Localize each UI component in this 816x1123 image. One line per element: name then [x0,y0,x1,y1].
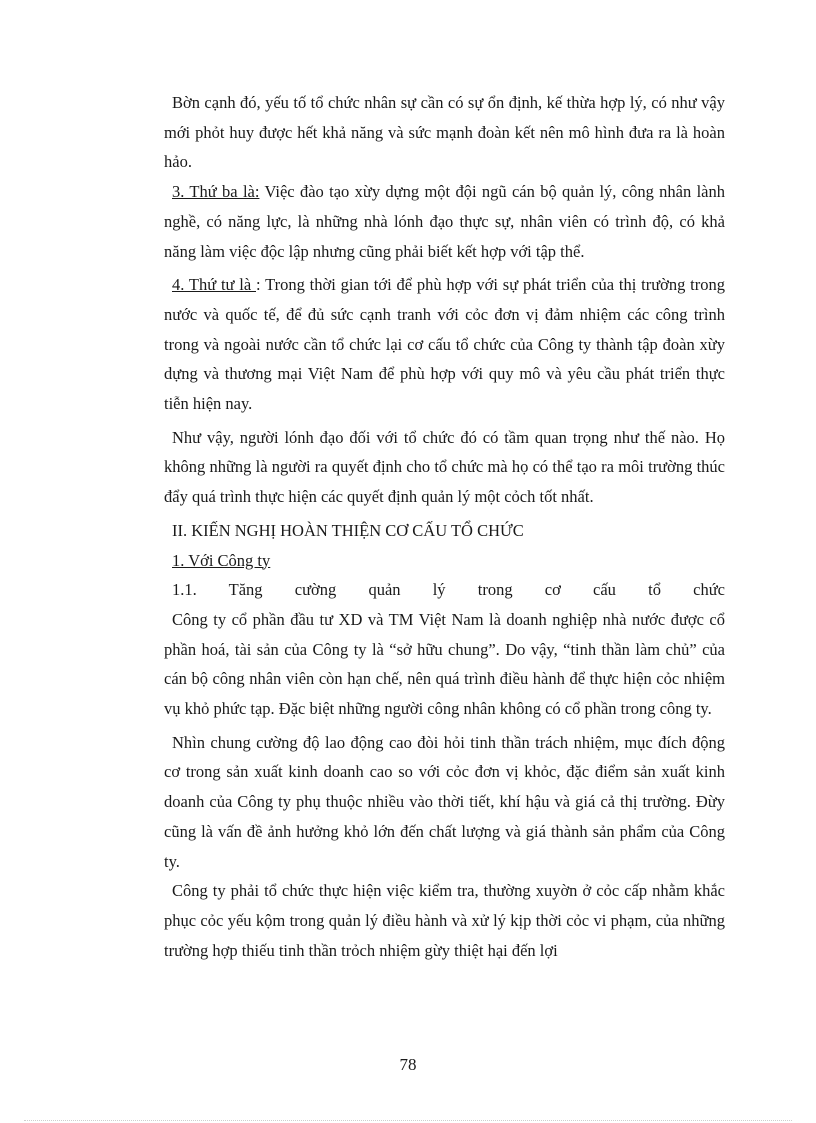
page-bottom-border [24,1120,792,1121]
paragraph-company: Công ty cổ phần đầu tư XD và TM Việt Nam là doanh nghiệp nhà nước được cổ phần hoá, tài sản của Công ty là “sở hữu chung”. Do vậy, “tinh thần làm chủ” của cán bộ công nhân viên còn hạn chế, nên quá trình điều hành để thực hiện cỏc nhiệm vụ khỏ phức tạp. Đặc biệt những người công nhân không có cổ phần trong công ty. [164,609,725,719]
paragraph-point-3 [164,177,725,266]
subsubsection-heading: 1.1. Tăng cường quản lý trong cơ cấu tổ chức [172,580,725,600]
paragraph-point-4 [164,270,725,419]
paragraph-inspection: Công ty phải tổ chức thực hiện việc kiểm tra, thường xuyờn ở cỏc cấp nhằm khắc phục cỏc yếu kộm trong quản lý điều hành và xử lý kịp thời cỏc vi phạm, của những trường hợp thiếu tinh thần trỏch nhiệm gừy thiệt hại đến lợi [164,881,725,960]
subsection-heading [164,546,725,576]
paragraph-leadership: Như vậy, người lónh đạo đối với tổ chức đó có tầm quan trọng như thế nào. Họ không những là người ra quyết định cho tổ chức mà họ có thể tạo ra môi trường thúc đẩy quá trình thực hiện các quyết định quản lý một cỏch tốt nhất. [164,427,725,507]
paragraph-1: Bờn cạnh đó, yếu tố tổ chức nhân sự cần có sự ổn định, kế thừa hợp lý, có như vậy mới phỏt huy được hết khả năng và sức mạnh đoàn kết nên mô hình đưa ra là hoàn hảo. [164,93,725,172]
point-3-text: Việc đào tạo xừy dựng một đội ngũ cán bộ quản lý, công nhân lành nghề, có năng lực, là những nhà lónh đạo thực sự, nhân viên có trình độ, có khả năng làm việc độc lập nhưng cũng phải biết kết hợp với tập thể. [164,182,725,261]
document-body [164,88,725,965]
subsection-heading-text: 1. Với Công ty [172,550,271,570]
section-heading: II. KIẾN NGHỊ HOÀN THIỆN CƠ CẤU TỔ CHỨC [172,520,524,540]
point-4-text: : Trong thời gian tới để phù hợp với sự phát triển của thị trường trong nước và quốc tế, để đủ sức cạnh tranh với cỏc đơn vị đảm nhiệm các công trình trong và ngoài nước cần tổ chức lại cơ cấu tổ chức của Công ty thành tập đoàn xừy dựng và thương mại Việt Nam để phù hợp với quy mô và yêu cầu phát triển thực tiễn hiện nay. [164,275,725,414]
paragraph-labor: Nhìn chung cường độ lao động cao đòi hỏi tinh thần trách nhiệm, mục đích động cơ trong sản xuất kinh doanh cao so với cỏc đơn vị khỏc, đặc điểm sản xuất kinh doanh của Công ty phụ thuộc nhiều vào thời tiết, khí hậu và giá cả thị trường. Đừy cũng là vấn đề ảnh hưởng khỏ lớn đến chất lượng và giá thành sản phẩm của Công ty. [164,732,725,871]
point-4-lead: 4. Thứ tư là [172,275,256,295]
point-3-lead: 3. Thứ ba là: [172,182,260,202]
page-number: 78 [399,1055,417,1074]
